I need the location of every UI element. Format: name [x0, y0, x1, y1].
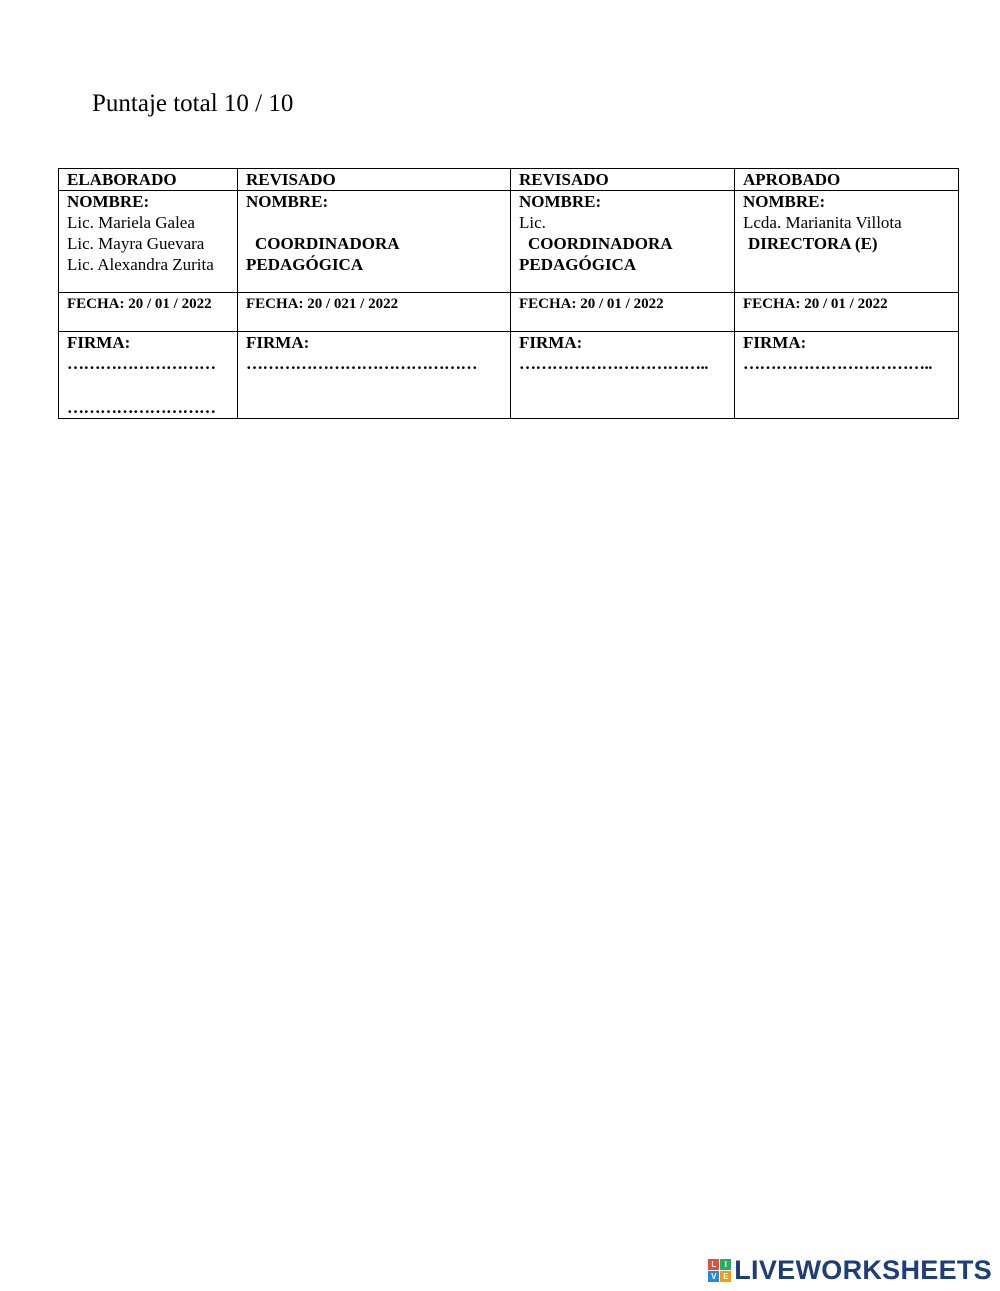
signature-row — [59, 332, 959, 419]
logo-text: LIVEWORKSHEETS — [734, 1255, 992, 1285]
header-row — [59, 169, 959, 191]
reviewer-prefix: Lic. — [519, 213, 546, 232]
score-total: Puntaje total 10 / 10 — [92, 90, 294, 117]
signature-label: FIRMA: — [67, 333, 131, 352]
name-row — [59, 191, 959, 293]
logo-letter: L — [708, 1259, 719, 1270]
logo-letter: V — [708, 1271, 719, 1282]
name-label: NOMBRE: — [519, 192, 602, 211]
name-cell-revisado-2 — [511, 191, 735, 293]
author-name: Lic. Mariela Galea — [67, 213, 195, 232]
header-revisado-2: REVISADO — [511, 169, 735, 191]
header-aprobado: APROBADO — [735, 169, 959, 191]
header-revisado-1: REVISADO — [238, 169, 511, 191]
reviewer-role: COORDINADORA — [528, 234, 673, 253]
signature-cell — [735, 332, 959, 419]
signature-label: FIRMA: — [246, 333, 310, 352]
header-elaborado: ELABORADO — [59, 169, 238, 191]
approver-role: DIRECTORA (E) — [748, 234, 878, 253]
signature-label: FIRMA: — [743, 333, 807, 352]
signature-line: …………………………….. — [743, 354, 932, 373]
signature-cell — [238, 332, 511, 419]
logo-letter: I — [720, 1259, 731, 1270]
reviewer-role: PEDAGÓGICA — [246, 255, 364, 274]
signature-line: ……………………… — [67, 354, 216, 373]
signature-cell — [511, 332, 735, 419]
signature-line: ……………………… — [67, 398, 216, 417]
author-name: Lic. Alexandra Zurita — [67, 255, 214, 274]
logo-letter: E — [720, 1271, 731, 1282]
date-row — [59, 293, 959, 332]
date-cell: FECHA: 20 / 01 / 2022 — [511, 293, 735, 332]
name-cell-elaborado — [59, 191, 238, 293]
logo-mark-icon — [708, 1259, 731, 1282]
signature-line: …………………………………… — [246, 354, 477, 373]
signature-line: …………………………….. — [519, 354, 708, 373]
approval-table — [58, 168, 959, 419]
name-cell-revisado-1 — [238, 191, 511, 293]
date-cell: FECHA: 20 / 01 / 2022 — [59, 293, 238, 332]
liveworksheets-logo[interactable] — [708, 1255, 992, 1285]
approver-name: Lcda. Marianita Villota — [743, 213, 902, 232]
signature-label: FIRMA: — [519, 333, 583, 352]
reviewer-role: COORDINADORA — [255, 234, 400, 253]
reviewer-role: PEDAGÓGICA — [519, 255, 637, 274]
author-name: Lic. Mayra Guevara — [67, 234, 205, 253]
date-cell: FECHA: 20 / 01 / 2022 — [735, 293, 959, 332]
name-cell-aprobado — [735, 191, 959, 293]
signature-cell — [59, 332, 238, 419]
name-label: NOMBRE: — [743, 192, 826, 211]
date-cell: FECHA: 20 / 021 / 2022 — [238, 293, 511, 332]
name-label: NOMBRE: — [246, 192, 329, 211]
name-label: NOMBRE: — [67, 192, 150, 211]
